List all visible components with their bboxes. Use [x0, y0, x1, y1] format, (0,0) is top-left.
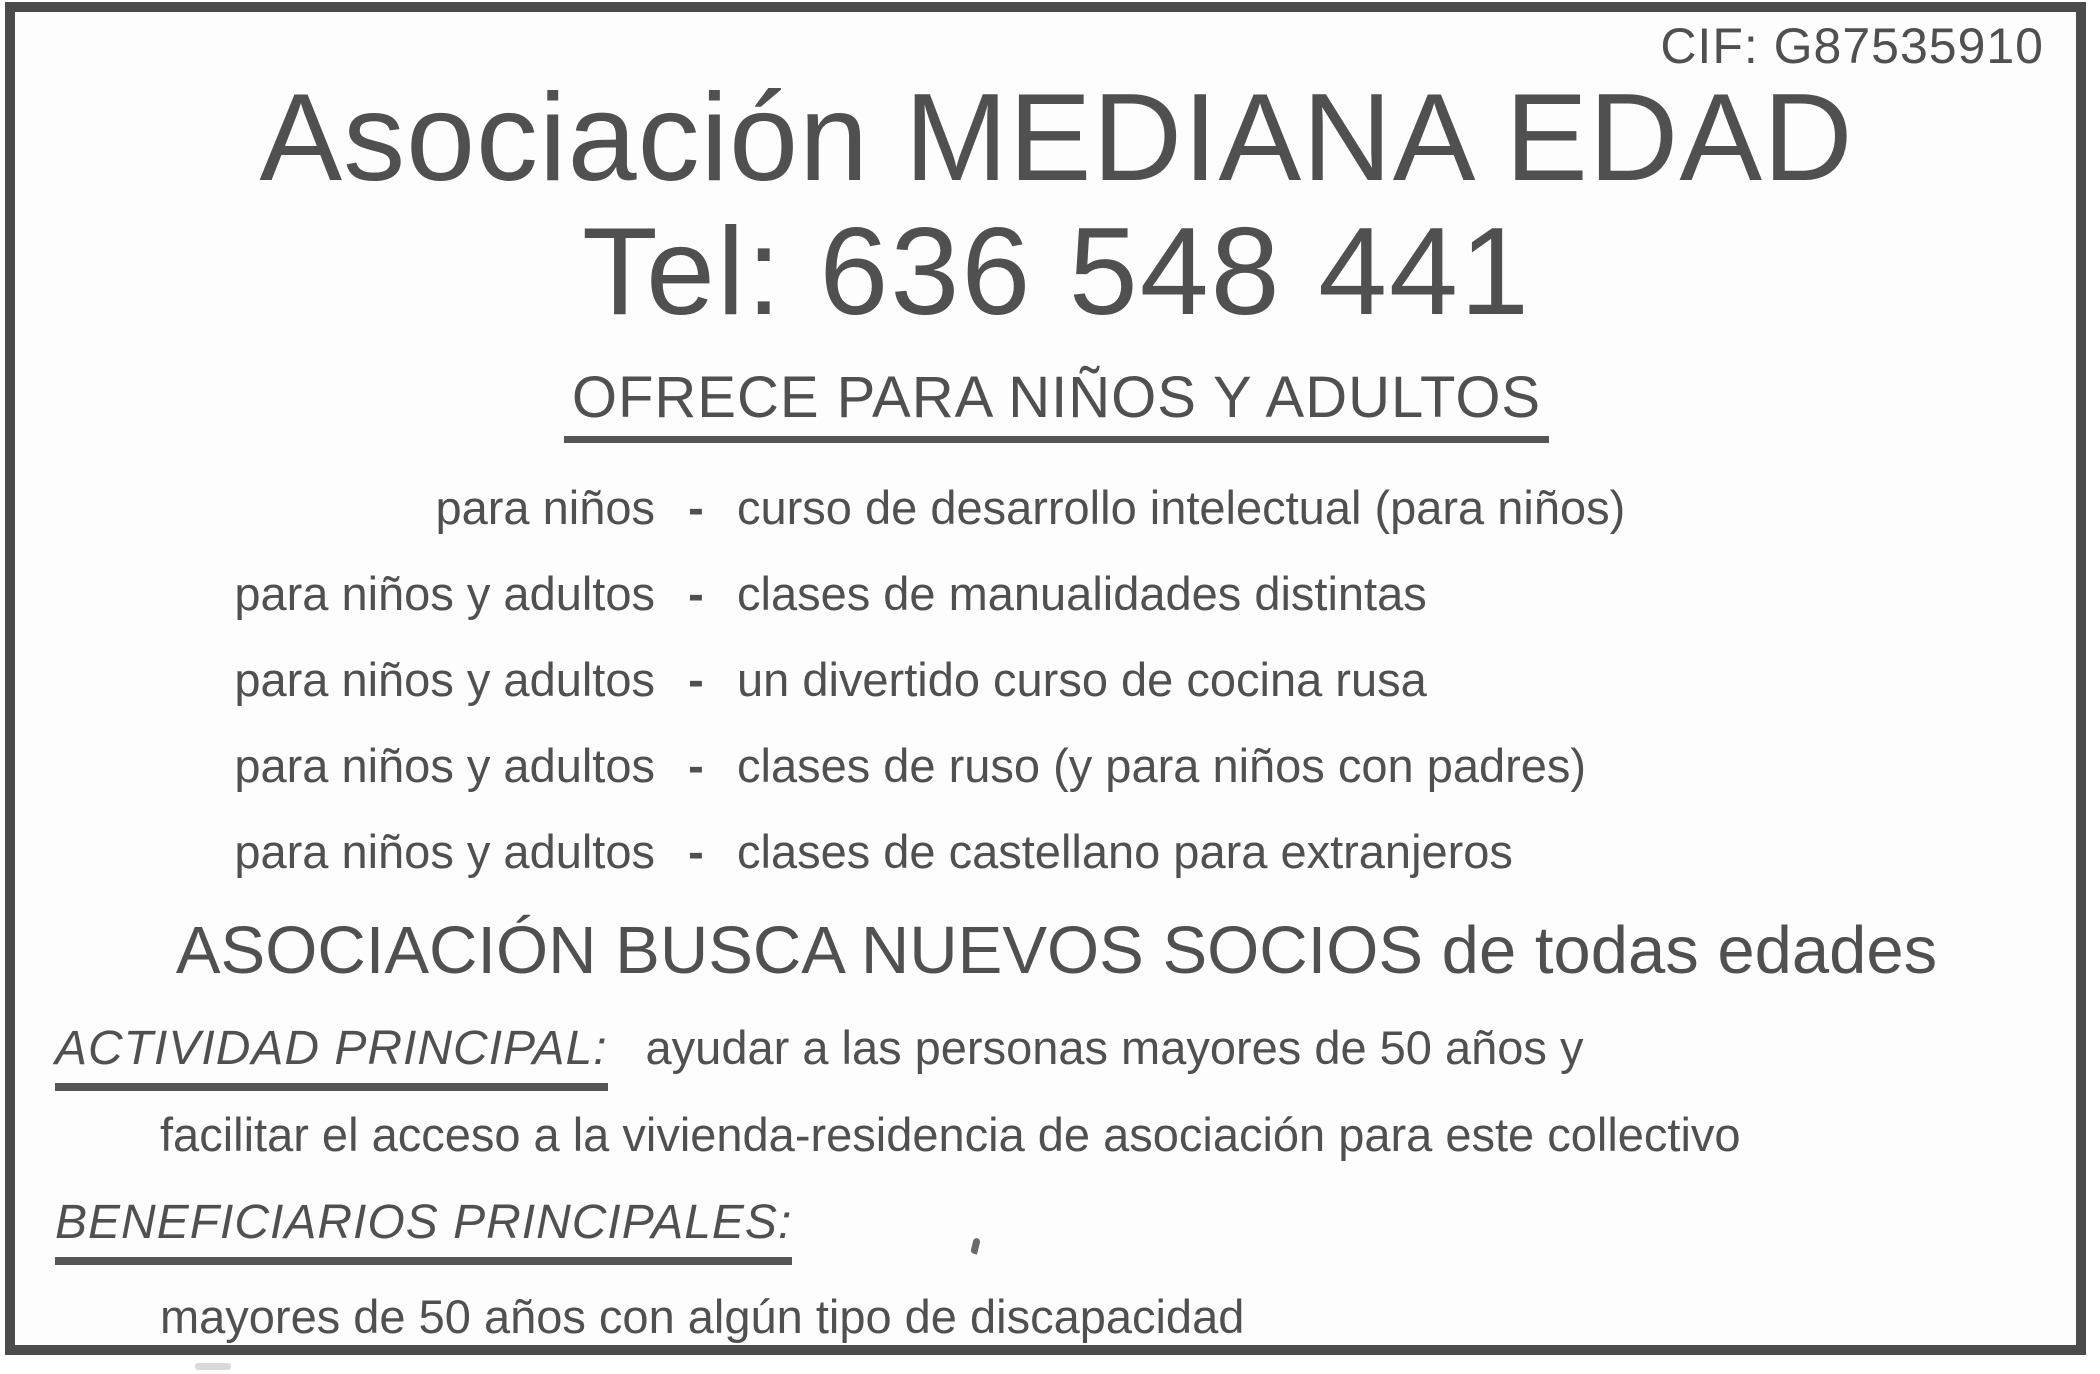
offer-audience: para niños y adultos [234, 567, 655, 621]
offer-activity: un divertido curso de cocina rusa [737, 653, 1427, 707]
beneficiaries-text-line1: mayores de 50 años con algún tipo de discapacidad [160, 1290, 1245, 1344]
offer-separator: - [688, 825, 704, 879]
offer-row [55, 637, 2058, 723]
offer-audience: para niños y adultos [234, 739, 655, 793]
offer-separator: - [688, 481, 704, 535]
recruitment-line: ASOCIACIÓN BUSCA NUEVOS SOCIOS de todas edades [175, 913, 1938, 989]
offers-heading: OFRECE PARA NIÑOS Y ADULTOS [564, 368, 1549, 444]
offers-heading-wrap [55, 364, 2058, 444]
main-activity-text-line1: ayudar a las personas mayores de 50 años y [645, 1020, 1584, 1074]
offer-audience: para niños y adultos [234, 653, 655, 707]
offer-activity: clases de manualidades distintas [737, 567, 1427, 621]
main-activity-text-line2: facilitar el acceso a la vivienda-residencia de asociación para este collectivo [160, 1108, 1741, 1162]
scan-smudge-artifact [195, 1363, 231, 1370]
organization-title: Asociación MEDIANA EDAD [259, 68, 1854, 207]
beneficiaries-label: BENEFICIARIOS PRINCIPALES: [55, 1194, 792, 1266]
offer-audience: para niños y adultos [234, 825, 655, 879]
offers-list [55, 465, 2058, 895]
offer-row [55, 551, 2058, 637]
flyer-border-frame [5, 2, 2086, 1355]
offer-separator: - [688, 739, 704, 793]
beneficiaries-section [55, 1194, 2058, 1346]
offer-activity: clases de ruso (y para niños con padres) [737, 739, 1587, 793]
phone-line: Tel: 636 548 441 [582, 202, 1531, 341]
offer-row [55, 723, 2058, 809]
main-activity-label: ACTIVIDAD PRINCIPAL: [55, 1020, 608, 1092]
main-activity-section [55, 1020, 2058, 1164]
offer-separator: - [688, 567, 704, 621]
offer-row [55, 809, 2058, 895]
offer-activity: clases de castellano para extranjeros [737, 825, 1513, 879]
cif-number: CIF: G87535910 [1660, 18, 2044, 74]
offer-audience: para niños [435, 481, 655, 535]
offer-row [55, 465, 2058, 551]
offer-separator: - [688, 653, 704, 707]
offer-activity: curso de desarrollo intelectual (para niños) [737, 481, 1626, 535]
